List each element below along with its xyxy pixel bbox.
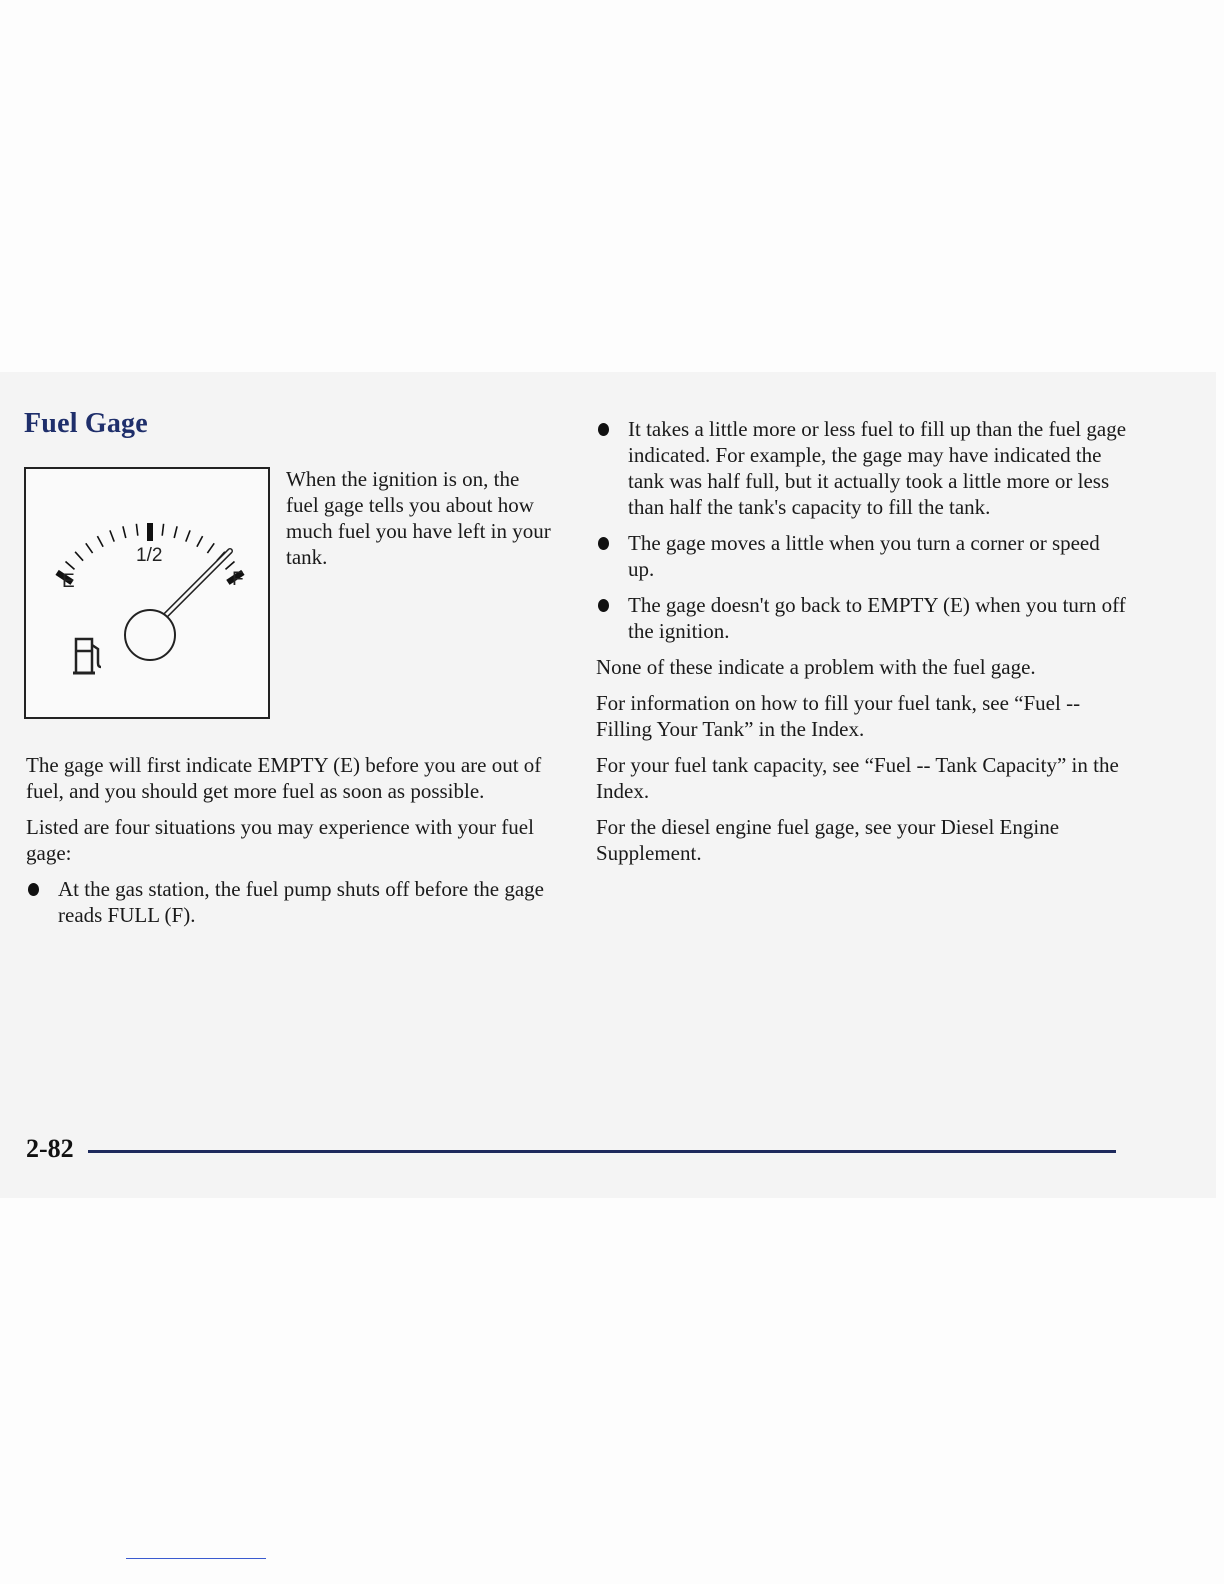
gauge-minor-tick [174, 526, 177, 538]
gauge-minor-tick [86, 543, 93, 553]
bullet-list [596, 416, 1126, 644]
gauge-minor-tick [97, 536, 103, 547]
gauge-label-half: 1/2 [136, 545, 163, 566]
bullet-icon [28, 883, 39, 896]
page-number: 2-82 [26, 1134, 74, 1163]
gauge-label-full: F [232, 569, 244, 590]
paragraph: For the diesel engine fuel gage, see your Diesel Engine Supplement. [596, 815, 1060, 865]
gauge-hub [125, 610, 175, 660]
fuel-gauge-illustration [24, 467, 270, 719]
gauge-minor-tick [123, 526, 126, 538]
gauge-minor-tick [162, 524, 163, 536]
footer-rule [88, 1150, 1116, 1153]
list-item [596, 592, 1126, 644]
paragraph: Listed are four situations you may experience with your fuel gage: [26, 815, 534, 865]
list-item-text: It takes a little more or less fuel to fill up than the fuel gage indicated. For example, the gage may have indicated the tank was half full, but it actually took a little more or less than half the tank's capacity to fill the tank. [628, 417, 1127, 519]
paragraph: The gage will first indicate EMPTY (E) before you are out of fuel, and you should get more fuel as soon as possible. [26, 753, 542, 803]
bottom-rule [126, 1558, 266, 1559]
gauge-minor-tick [75, 552, 83, 561]
right-column [596, 416, 1126, 876]
intro-text: When the ignition is on, the fuel gage tells you about how much fuel you have left in your tank. [286, 467, 551, 569]
gauge-minor-tick [197, 536, 203, 547]
list-item [596, 530, 1126, 582]
fuel-pump-icon [73, 639, 101, 673]
page-title: Fuel Gage [24, 408, 148, 439]
gauge-label-empty: E [62, 571, 75, 592]
list-item-text: The gage moves a little when you turn a corner or speed up. [628, 531, 1100, 581]
paragraph: For your fuel tank capacity, see “Fuel -- Tank Capacity” in the Index. [596, 753, 1119, 803]
gauge-minor-tick [207, 543, 214, 553]
bullet-icon [598, 537, 609, 550]
list-item [596, 416, 1126, 520]
fuel-gauge-graphic [26, 469, 268, 717]
gauge-minor-tick [186, 530, 190, 541]
list-item-text: At the gas station, the fuel pump shuts off before the gage reads FULL (F). [58, 877, 544, 927]
gauge-minor-tick [66, 562, 75, 570]
bullet-list [26, 876, 556, 928]
left-column [26, 752, 556, 938]
page-footer [26, 1134, 1116, 1168]
list-item [26, 876, 556, 928]
paragraph: For information on how to fill your fuel tank, see “Fuel -- Filling Your Tank” in the Index. [596, 691, 1081, 741]
bullet-icon [598, 423, 609, 436]
gauge-minor-tick [110, 530, 114, 541]
paragraph: None of these indicate a problem with the fuel gage. [596, 655, 1036, 679]
gauge-needle-inner [156, 551, 230, 625]
gauge-minor-tick [136, 524, 137, 536]
list-item-text: The gage doesn't go back to EMPTY (E) when you turn off the ignition. [628, 593, 1126, 643]
bullet-icon [598, 599, 609, 612]
